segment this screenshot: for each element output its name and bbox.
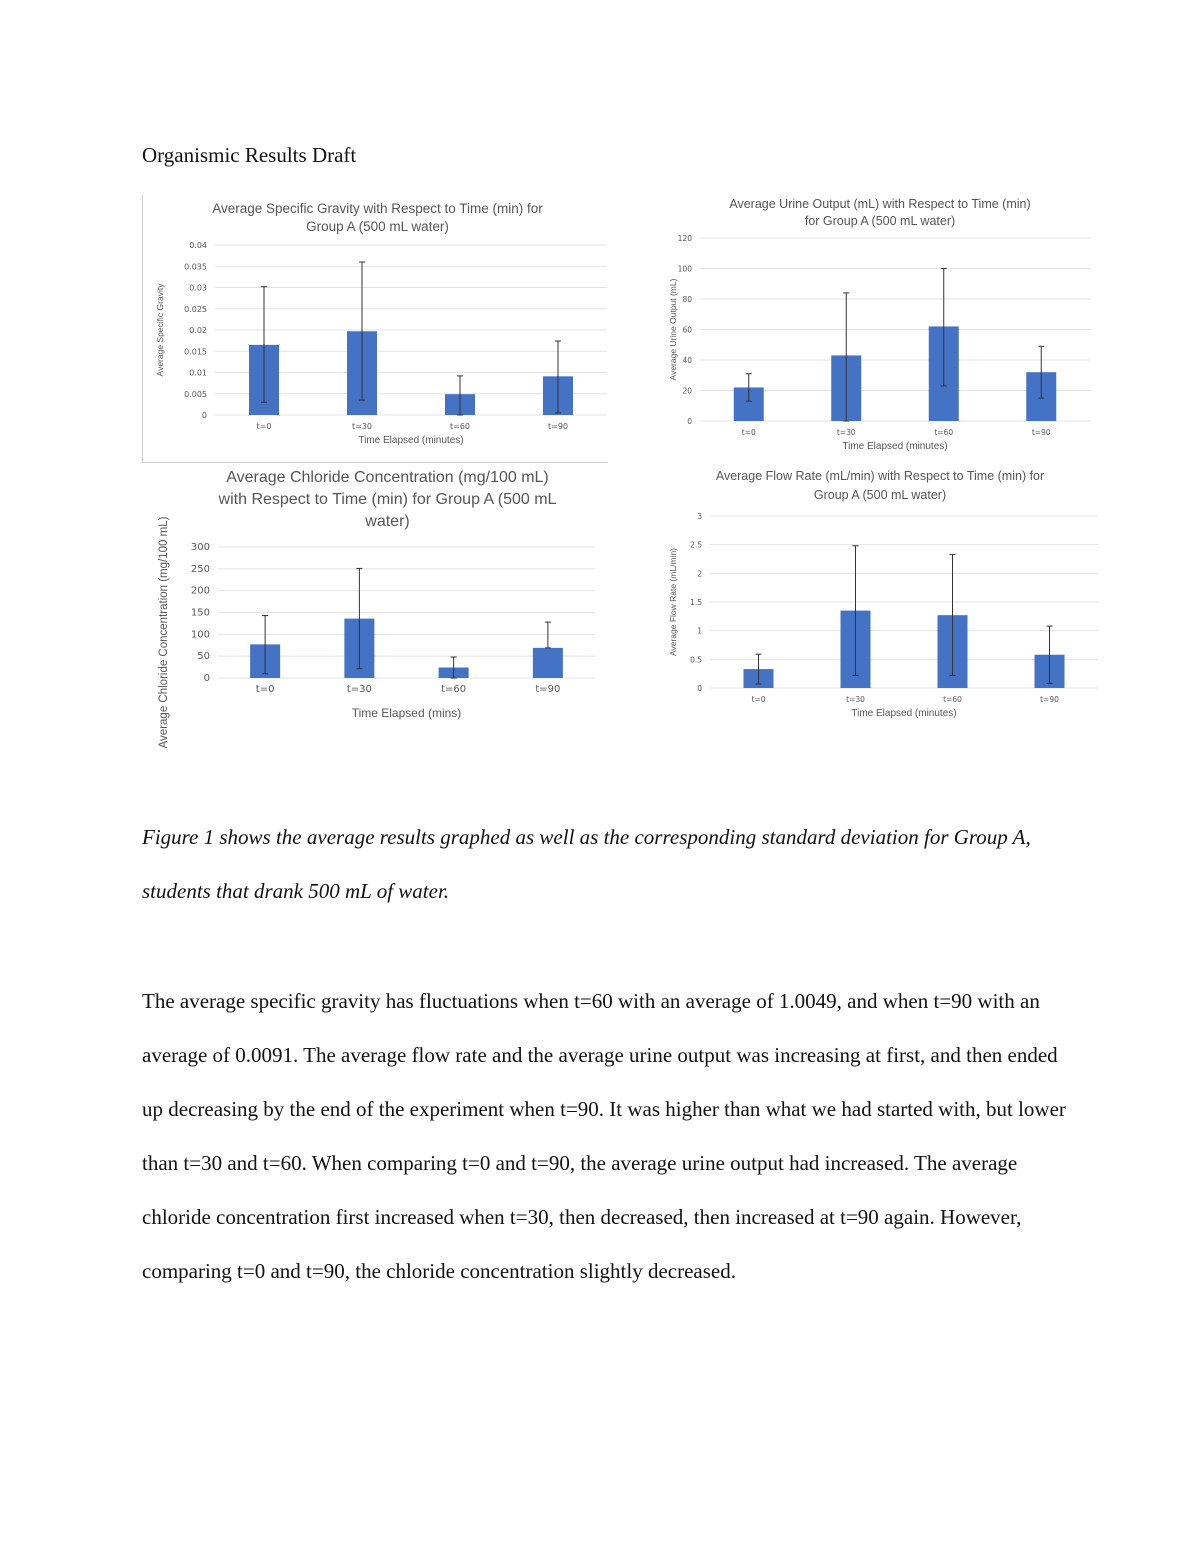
y-axis-label: Average Urine Output (mL) <box>668 278 678 381</box>
y-tick-label: 20 <box>682 386 692 396</box>
y-tick-label: 0 <box>697 684 702 693</box>
y-tick-label: 2 <box>697 569 702 579</box>
figure-caption <box>142 810 1072 918</box>
document-title: Organismic Results Draft <box>142 143 357 167</box>
y-tick-label: 120 <box>677 234 692 243</box>
y-tick-label: 100 <box>677 264 692 274</box>
chart-title-line: Average Specific Gravity with Respect to Time (min) for <box>212 201 543 216</box>
specific-gravity-chart <box>145 195 610 460</box>
y-tick-label: 0.03 <box>189 283 207 293</box>
y-tick-label: 2.5 <box>690 540 702 550</box>
y-tick-label: 100 <box>190 629 210 641</box>
flow-rate-svg <box>660 463 1100 728</box>
y-tick-label: 0.02 <box>189 326 207 335</box>
urine-output-chart <box>660 192 1100 460</box>
flow-rate-chart <box>660 463 1100 728</box>
y-axis-label: Average Specific Gravity <box>155 283 165 377</box>
x-axis-label: Time Elapsed (minutes) <box>358 435 464 446</box>
y-tick-label: 40 <box>682 356 692 365</box>
x-tick-label: t=0 <box>255 684 275 695</box>
urine-output-svg <box>660 192 1100 460</box>
y-tick-label: 0.01 <box>189 368 207 378</box>
x-tick-label: t=30 <box>846 695 865 704</box>
chart-title-line: Average Urine Output (mL) with Respect to Time (min) <box>729 197 1031 211</box>
y-tick-label: 60 <box>682 325 692 335</box>
y-tick-label: 0.04 <box>189 241 207 250</box>
y-tick-label: 0 <box>201 411 207 420</box>
x-tick-label: t=90 <box>1040 695 1059 704</box>
x-axis-label: Time Elapsed (mins) <box>351 706 462 720</box>
x-axis-label: Time Elapsed (minutes) <box>851 708 957 719</box>
y-tick-label: 1.5 <box>690 598 702 607</box>
chart-title-line: with Respect to Time (min) for Group A (500 mL <box>218 491 557 508</box>
x-tick-label: t=90 <box>547 422 569 431</box>
y-tick-label: 300 <box>190 542 210 553</box>
bar <box>533 648 563 678</box>
chart-title-line: water) <box>365 513 410 530</box>
x-tick-label: t=0 <box>751 695 766 704</box>
y-tick-label: 0.015 <box>184 347 207 357</box>
x-axis-label: Time Elapsed (minutes) <box>842 441 948 452</box>
chart-title-line: Group A (500 mL water) <box>813 488 947 502</box>
chart-title-line: for Group A (500 mL water) <box>804 214 956 228</box>
y-tick-label: 0 <box>203 673 210 684</box>
x-tick-label: t=30 <box>346 684 372 695</box>
results-paragraph-text: The average specific gravity has fluctuations when t=60 with an average of 1.0049, and when t=90 with an average of 0.0091. The average flow rate and the average urine output was increasing at first, and then ended up decreasing by the end of the experiment when t=90. It was higher than what we had started with, but lower than t=30 and t=60. When comparing t=0 and t=90, the average urine output had increased. The average chloride concentration first increased when t=30, then decreased, then increased at t=90 again. However, comparing t=0 and t=90, the chloride concentration slightly decreased. <box>142 989 1066 1283</box>
y-tick-label: 0.5 <box>690 655 702 665</box>
y-tick-label: 1 <box>697 626 702 636</box>
chart-frame-left <box>142 195 143 463</box>
y-tick-label: 250 <box>190 563 210 575</box>
y-tick-label: 3 <box>697 512 702 521</box>
y-axis-label: Average Chloride Concentration (mg/100 mL) <box>158 516 170 749</box>
x-tick-label: t=0 <box>741 428 756 437</box>
x-tick-label: t=60 <box>943 695 962 704</box>
x-tick-label: t=90 <box>1031 428 1051 437</box>
chloride-concentration-chart <box>145 463 610 749</box>
results-paragraph <box>142 974 1072 1298</box>
x-tick-label: t=0 <box>256 422 272 431</box>
y-tick-label: 0.025 <box>184 304 207 314</box>
y-tick-label: 50 <box>197 651 210 663</box>
y-tick-label: 0.005 <box>184 389 207 399</box>
y-tick-label: 0 <box>687 417 692 426</box>
chart-title-line: Group A (500 mL water) <box>306 219 449 234</box>
y-tick-label: 80 <box>682 295 692 304</box>
chart-title-line: Average Chloride Concentration (mg/100 mL) <box>226 469 549 486</box>
x-tick-label: t=60 <box>449 422 471 431</box>
chart-title-line: Average Flow Rate (mL/min) with Respect to Time (min) for <box>715 469 1045 483</box>
y-tick-label: 0.035 <box>184 262 207 272</box>
y-tick-label: 200 <box>190 585 210 597</box>
y-axis-label: Average Flow Rate (mL/min) <box>668 547 678 657</box>
y-tick-label: 150 <box>190 607 210 619</box>
x-tick-label: t=30 <box>836 428 856 437</box>
x-tick-label: t=60 <box>441 684 467 695</box>
x-tick-label: t=90 <box>535 684 561 695</box>
x-tick-label: t=60 <box>934 428 954 437</box>
x-tick-label: t=30 <box>351 422 373 431</box>
specific-gravity-svg <box>145 195 610 460</box>
figure-caption-text: Figure 1 shows the average results graphed as well as the corresponding standard deviation for Group A, students that drank 500 mL of water. <box>142 825 1031 903</box>
chloride-svg <box>145 463 610 749</box>
